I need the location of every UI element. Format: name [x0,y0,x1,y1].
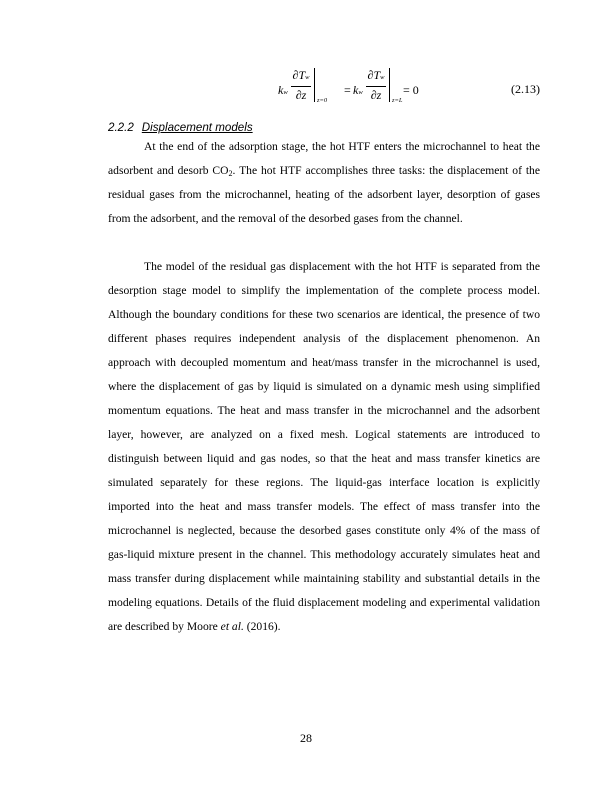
page-number: 28 [300,731,312,745]
paragraph-1 [108,135,540,231]
section-number: 2.2.2 [108,121,134,134]
citation-et-al: et al. [220,620,244,633]
k-symbol-1: kw [278,83,288,97]
fraction-bar-1 [291,86,311,87]
section-heading [108,121,253,134]
paragraph-1-text: At the end of the adsorption stage, the hot HTF enters the microchannel to heat the adsorbent and desorb $CO_2$. The hot HTF accomplishes three tasks: the displacement of the residual gases from the microchannel, heating of the adsorbent layer, desorption of gases from the adsorbent, and the removal of the desorbed gases from the channel. [108,140,540,225]
section-title: Displacement models [141,121,253,134]
partial-fraction-2 [366,68,386,103]
lower-limit-1: z=0 [317,97,328,104]
equals-sign: = [344,83,351,97]
fraction-numerator-2: ∂Tw [367,68,385,82]
equation-number: (2.13) [511,82,540,96]
evaluation-bar-1 [314,68,315,102]
k-symbol-2: kw [353,83,363,97]
paragraph-2 [108,255,540,639]
partial-fraction-1 [291,68,311,103]
equation-rhs: = 0 [403,83,419,97]
citation-year: (2016). [243,620,281,633]
lower-limit-2: z=L [392,97,403,104]
fraction-denominator-2: ∂z [370,88,382,102]
co2-subscript: 2 [228,169,233,178]
equation-2-13 [0,66,612,110]
evaluation-bar-2 [389,68,390,102]
paragraph-2-text: The model of the residual gas displacement with the hot HTF is separated from the desorption stage model to simplify the implementation of the complete process model. Although the boundary conditions for these two scenarios are identical, the presence of two different phases requires independent analysis of the displacement phenomenon. An approach with decoupled momentum and heat/mass transfer in the microchannel is used, where the displacement of gas by liquid is simulated on a dynamic mesh using simplified momentum equations. The heat and mass transfer in the microchannel and the adsorbent layer, however, are analyzed on a fixed mesh. Logical statements are introduced to distinguish between liquid and gas nodes, so that the heat and mass transfer kinetics are simulated separately for these regions. The liquid-gas interface location is explicitly imported into the heat and mass transfer models. The effect of mass transfer into the microchannel is neglected, because the desorbed gases constitute only 4% of the mass of gas-liquid mixture present in the channel. This methodology accurately simulates heat and mass transfer during displacement while maintaining stability and substantial details in the modeling equations. Details of the fluid displacement modeling and experimental validation are described by Moore et al. (2016). [108,260,540,633]
fraction-numerator-1: ∂Tw [292,68,310,82]
fraction-denominator-1: ∂z [295,88,307,102]
fraction-bar-2 [366,86,386,87]
